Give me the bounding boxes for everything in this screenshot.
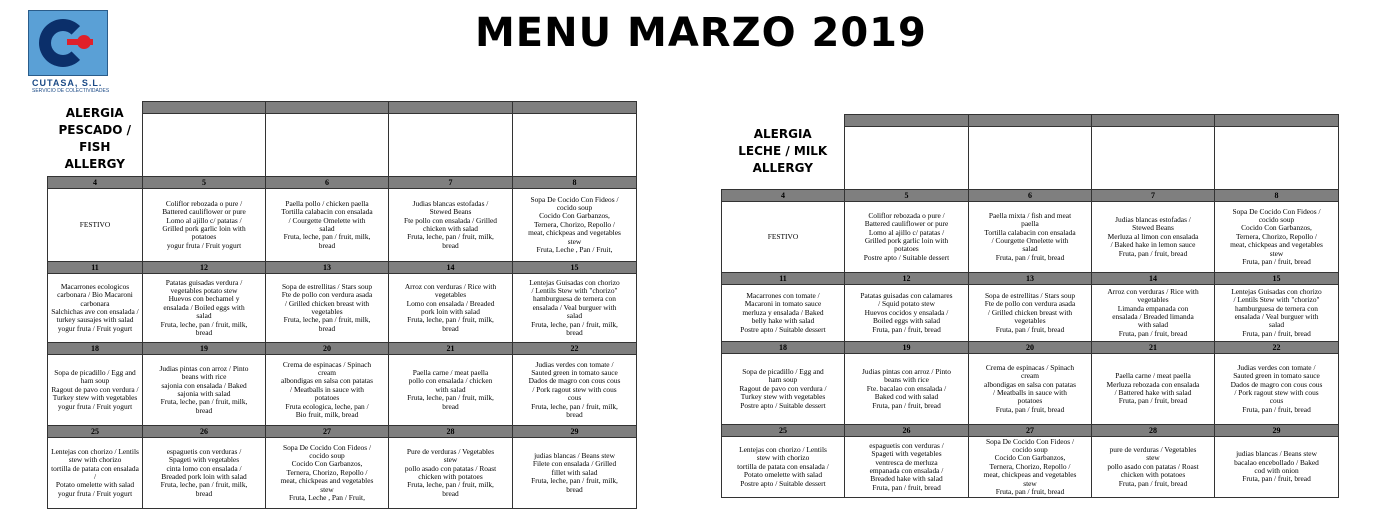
menu-cell	[513, 438, 637, 509]
menu-cell-text: Judias pintas con arroz / Pinto beans with rice sajonia con ensalada / Baked sajonia with salad Fruta, leche, pan / fruit, milk, bread	[159, 363, 249, 415]
menu-cell	[389, 355, 513, 426]
menu-table-fish-allergy	[47, 101, 637, 509]
menu-cell-text: Macarrones ecologicos carbonara / Bio Macaroni carbonara Salchichas ave con ensalada / turkey sausajes with salad yogur fruta / Fruit yogurt	[51, 281, 139, 333]
menu-cell-text: Sopa de picadillo / Egg and ham soup Ragout de pavo con verdura / Turkey stew with vegetables Postre apto / Suitable dessert	[739, 366, 827, 410]
menu-cell-text: Patatas guisadas verdura / vegetables potato stew Huevos con bechamel y ensalada / Boiled eggs with salad Fruta, leche, pan / fruit, milk, bread	[160, 277, 248, 338]
day-number: 15	[513, 262, 637, 274]
day-number: 21	[389, 343, 513, 355]
menu-cell-text: judias blancas / Beans stew Filete con ensalada / Grilled fillet with salad Fruta, leche, pan / fruit, milk, bread	[531, 450, 618, 494]
day-number: 4	[722, 190, 845, 202]
header-blank	[266, 102, 389, 114]
menu-cell	[1215, 285, 1339, 342]
menu-cell	[266, 274, 389, 343]
menu-cell-text: Judias verdes con tomate / Sauted green in tomato sauce Dados de magro con cous cous / Pork ragout stew with cous cous Fruta, pan / fruit, bread	[1230, 362, 1323, 414]
day-number: 26	[143, 426, 266, 438]
day-number: 14	[1092, 273, 1215, 285]
logo-dot	[77, 35, 91, 49]
day-number: 15	[1215, 273, 1339, 285]
menu-cell	[266, 189, 389, 262]
menu-cell-text: Sopa De Cocido Con Fideos / cocido soup Cocido Con Garbanzos, Ternera, Chorizo, Repollo / meat, chickpeas and vegetables stew Fruta, Leche , Pan / Fruit,	[528, 194, 621, 255]
header-blank	[1215, 115, 1339, 127]
day-number: 19	[845, 342, 969, 354]
header-blank	[389, 102, 513, 114]
blank-cell	[266, 114, 389, 177]
day-number: 7	[389, 177, 513, 189]
day-number: 27	[266, 426, 389, 438]
header-blank	[513, 102, 637, 114]
menu-cell	[143, 355, 266, 426]
header-blank	[1092, 115, 1215, 127]
menu-cell	[143, 189, 266, 262]
menu-cell-text: Paella mixta / fish and meat paella Tortilla calabacin con ensalada / Courgette Omelette with salad Fruta, pan / fruit, bread	[984, 210, 1076, 262]
day-number: 21	[1092, 342, 1215, 354]
day-number: 8	[513, 177, 637, 189]
day-number: 25	[48, 426, 143, 438]
menu-cell	[143, 438, 266, 509]
menu-cell	[389, 189, 513, 262]
menu-cell	[969, 285, 1092, 342]
day-number: 8	[1215, 190, 1339, 202]
day-number: 27	[969, 425, 1092, 437]
menu-cell	[845, 437, 969, 498]
menu-cell-text: pure de verduras / Vegetables stew pollo asado con patatas / Roast chicken with potatoes Fruta, pan / fruit, bread	[1107, 444, 1199, 488]
menu-cell-text: Paella pollo / chicken paella Tortilla calabacin con ensalada / Courgette Omelette with salad Fruta, leche, pan / fruit, milk, bread	[281, 198, 373, 250]
day-number: 26	[845, 425, 969, 437]
menu-cell-text: Lentejas con chorizo / Lentils stew with chorizo tortilla de patata con ensalada / Potato omelette with salad yogur fruta / Fruit yogurt	[51, 446, 139, 498]
menu-cell	[48, 438, 143, 509]
day-number: 28	[389, 426, 513, 438]
menu-cell	[722, 202, 845, 273]
blank-cell	[1215, 127, 1339, 190]
menu-cell-text: Pure de verduras / Vegetables stew pollo asado con patatas / Roast chicken with potatoes Fruta, leche, pan / fruit, milk, bread	[404, 446, 497, 498]
menu-cell	[1092, 202, 1215, 273]
menu-cell-text: Sopa De Cocido Con Fideos / cocido soup Cocido Con Garbanzos, Ternera, Chorizo, Repollo / meat, chickpeas and vegetables stew Fruta, pan / fruit, bread	[1230, 206, 1323, 267]
day-number: 12	[143, 262, 266, 274]
logo-name: CUTASA, S.L.	[32, 78, 103, 88]
day-number: 13	[266, 262, 389, 274]
menu-cell-text: Coliflor rebozada o pure / Battered cauliflower or pure Lomo al ajillo c/ patatas / Grilled pork garlic loin with potatoes Postre apto / Suitable dessert	[863, 210, 950, 262]
day-number: 18	[722, 342, 845, 354]
day-number: 25	[722, 425, 845, 437]
menu-cell	[389, 438, 513, 509]
menu-cell-text: FESTIVO	[767, 231, 799, 241]
allergy-label: ALERGIA LECHE / MILK ALLERGY	[738, 127, 828, 176]
day-number: 5	[845, 190, 969, 202]
menu-cell-text: Coliflor rebozada o pure / Battered cauliflower or pure Lomo al ajillo c/ patatas / Grilled pork garlic loin with potatoes yogur fruta / Fruit yogurt	[162, 198, 246, 250]
menu-cell-text: Judias verdes con tomate / Sauted green in tomato sauce Dados de magro con cous cous / Pork ragout stew with cous cous Fruta, leche, pan / fruit, milk, bread	[528, 359, 621, 420]
menu-cell-text: Macarrones con tomate / Macaroni in tomato sauce merluza y ensalada / Baked belly hake with salad Postre apto / Suitable dessert	[740, 290, 826, 334]
menu-cell	[1092, 354, 1215, 425]
menu-cell-text: Lentejas con chorizo / Lentils stew with chorizo tortilla de patata con ensalada / Potato omelette with salad Postre apto / Suitable dessert	[737, 444, 829, 488]
menu-cell-text: Lentejas Guisadas con chorizo / Lentils Stew with "chorizo" hamburguesa de ternera con ensalada / Veal burguer with salad Fruta, leche, pan / fruit, milk, bread	[529, 277, 620, 338]
menu-cell	[266, 355, 389, 426]
day-number: 12	[845, 273, 969, 285]
menu-table-milk-allergy	[721, 114, 1339, 498]
day-number: 29	[1215, 425, 1339, 437]
day-number: 6	[969, 190, 1092, 202]
menu-cell	[969, 202, 1092, 273]
header-blank	[845, 115, 969, 127]
day-number: 22	[513, 343, 637, 355]
logo-subtitle: SERVICIO DE COLECTIVIDADES	[32, 88, 110, 94]
day-number: 14	[389, 262, 513, 274]
menu-cell-text: Sopa de estrellitas / Stars soup Fte de pollo con verdura asada / Grilled chicken breast with vegetables Fruta, pan / fruit, bread	[984, 290, 1076, 334]
company-logo	[28, 10, 110, 92]
menu-cell-text: FESTIVO	[79, 219, 111, 229]
menu-cell	[969, 437, 1092, 498]
menu-cell-text: Sopa De Cocido Con Fideos / cocido soup Cocido Con Garbanzos, Ternera, Chorizo, Repollo / meat, chickpeas and vegetables stew Fruta, Leche , Pan / Fruit,	[280, 442, 374, 503]
menu-cell-text: Judias pintas con arroz / Pinto beans with rice Fte. bacalao con ensalada / Baked cod with salad Fruta, pan / fruit, bread	[862, 366, 951, 410]
menu-cell	[48, 355, 143, 426]
menu-cell-text: Arroz con verduras / Rice with vegetables Limanda empanada con ensalada / Breaded limanda with salad Fruta, pan / fruit, bread	[1107, 286, 1199, 338]
menu-cell-text: espaguetis con verduras / Spageti with vegetables cinta lomo con ensalada / Breaded pork loin with salad Fruta, leche, pan / fruit, milk, bread	[160, 446, 248, 498]
day-number: 7	[1092, 190, 1215, 202]
day-number: 20	[969, 342, 1092, 354]
blank-cell	[845, 127, 969, 190]
menu-cell	[969, 354, 1092, 425]
header-blank	[969, 115, 1092, 127]
menu-cell-text: Crema de espinacas / Spinach cream albondigas en salsa con patatas / Meatballs in sauce with potatoes Fruta, pan / fruit, bread	[984, 362, 1076, 414]
day-number: 13	[969, 273, 1092, 285]
blank-cell	[513, 114, 637, 177]
logo-mark	[28, 10, 108, 76]
page-title: MENU MARZO 2019	[475, 10, 927, 56]
menu-cell	[722, 437, 845, 498]
blank-cell	[1092, 127, 1215, 190]
day-number: 4	[48, 177, 143, 189]
blank-cell	[969, 127, 1092, 190]
menu-cell	[845, 285, 969, 342]
menu-cell	[1092, 285, 1215, 342]
menu-cell	[1215, 437, 1339, 498]
day-number: 19	[143, 343, 266, 355]
menu-cell	[845, 354, 969, 425]
menu-cell-text: espaguetis con verduras / Spageti with vegetables ventresca de merluza empanada con ensalada / Breaded hake with salad Fruta, pan / fruit, bread	[869, 440, 944, 492]
day-number: 28	[1092, 425, 1215, 437]
menu-cell-text: Judias blancas estofadas / Stewed Beans Fte pollo con ensalada / Grilled chicken with salad Fruta, leche, pan / fruit, milk, bread	[404, 198, 497, 250]
menu-cell	[722, 354, 845, 425]
blank-cell	[389, 114, 513, 177]
menu-cell-text: Judias blancas estofadas / Stewed Beans Merluza al limon con ensalada / Baked hake in lemon sauce Fruta, pan / fruit, bread	[1107, 214, 1199, 258]
menu-cell	[513, 189, 637, 262]
header-blank	[143, 102, 266, 114]
menu-cell-text: Lentejas Guisadas con chorizo / Lentils Stew with "chorizo" hamburguesa de ternera con ensalada / Veal burguer with salad Fruta, pan / fruit, bread	[1231, 286, 1322, 338]
blank-cell	[143, 114, 266, 177]
day-number: 11	[48, 262, 143, 274]
menu-cell-text: Patatas guisadas con calamares / Squid potato stew Huevos cocidos y ensalada / Boiled eggs with salad Fruta, pan / fruit, bread	[860, 290, 953, 334]
menu-cell-text: judias blancas / Beans stew bacalao encebollado / Baked cod with onion Fruta, pan / fruit, bread	[1234, 449, 1319, 484]
menu-cell	[266, 438, 389, 509]
menu-cell	[845, 202, 969, 273]
menu-cell	[48, 189, 143, 262]
menu-cell-text: Paella carne / meat paella pollo con ensalada / chicken with salad Fruta, leche, pan / fruit, milk, bread	[407, 367, 494, 411]
menu-cell-text: Sopa De Cocido Con Fideos / cocido soup Cocido Con Garbanzos, Ternera, Chorizo, Repollo / meat, chickpeas and vegetables stew Fruta, pan / fruit, bread	[983, 436, 1077, 497]
day-number: 20	[266, 343, 389, 355]
menu-cell	[513, 355, 637, 426]
menu-cell	[722, 285, 845, 342]
menu-cell	[1092, 437, 1215, 498]
day-number: 5	[143, 177, 266, 189]
day-number: 11	[722, 273, 845, 285]
menu-cell-text: Sopa de estrellitas / Stars soup Fte de pollo con verdura asada / Grilled chicken breast with vegetables Fruta, leche, pan / fruit, milk, bread	[281, 281, 373, 333]
menu-cell-text: Paella carne / meat paella Merluza rebozada con ensalada / Battered hake with salad Fruta, pan / fruit, bread	[1106, 371, 1200, 406]
day-number: 18	[48, 343, 143, 355]
menu-cell	[143, 274, 266, 343]
day-number: 22	[1215, 342, 1339, 354]
menu-cell-text: Crema de espinacas / Spinach cream albondigas en salsa con patatas / Meatballs in sauce with potatoes Fruta ecologica, leche, pan / Bio fruit, milk, bread	[281, 359, 373, 420]
menu-cell	[48, 274, 143, 343]
menu-cell	[513, 274, 637, 343]
day-number: 6	[266, 177, 389, 189]
menu-cell	[1215, 354, 1339, 425]
menu-cell	[389, 274, 513, 343]
menu-cell-text: Arroz con verduras / Rice with vegetables Lomo con ensalada / Breaded pork loin with salad Fruta, leche, pan / fruit, milk, bread	[404, 281, 497, 333]
menu-cell	[1215, 202, 1339, 273]
day-number: 29	[513, 426, 637, 438]
allergy-label: ALERGIA PESCADO / FISH ALLERGY	[58, 105, 131, 171]
menu-cell-text: Sopa de picadillo / Egg and ham soup Ragout de pavo con verdura / Turkey stew with vegetables yogur fruta / Fruit yogurt	[51, 367, 139, 411]
